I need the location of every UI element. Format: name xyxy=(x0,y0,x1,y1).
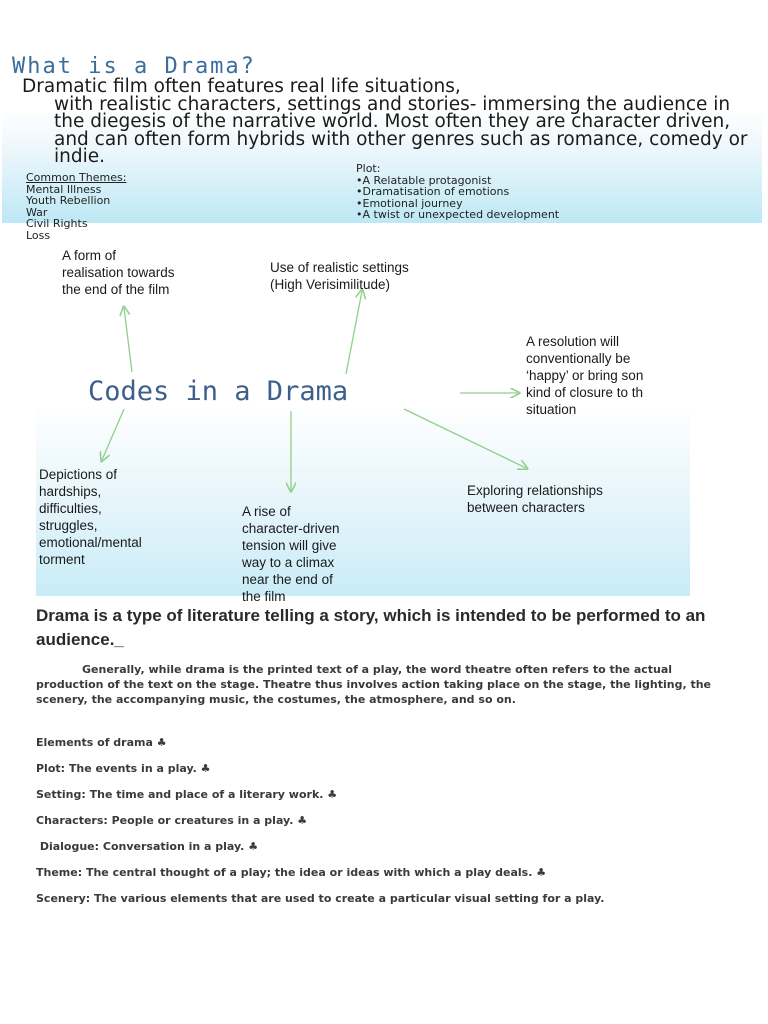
elements-heading: Elements of drama ♣ xyxy=(36,736,167,749)
plot-item: •Dramatisation of emotions xyxy=(356,185,510,198)
node-line: difficulties, xyxy=(39,501,102,516)
element-setting: Setting: The time and place of a literary work. ♣ xyxy=(36,788,338,801)
node-line: A resolution will xyxy=(526,334,620,349)
node-resolution xyxy=(526,333,643,418)
node-line: A form of xyxy=(62,248,117,263)
node-settings xyxy=(270,259,409,293)
node-line: the end of the film xyxy=(62,282,170,297)
node-line: the film xyxy=(242,589,286,604)
node-line: hardships, xyxy=(39,484,102,499)
theme-item: Loss xyxy=(26,228,51,242)
theme-item: Youth Rebellion xyxy=(26,194,111,207)
node-line: way to a climax xyxy=(242,555,335,570)
common-themes-list xyxy=(26,172,276,241)
theme-item: Civil Rights xyxy=(26,217,88,230)
node-line: Use of realistic settings xyxy=(270,260,409,275)
node-realisation xyxy=(62,247,175,298)
node-line: struggles, xyxy=(39,518,98,533)
arrow-to-hardships xyxy=(102,409,124,460)
element-dialogue: Dialogue: Conversation in a play. ♣ xyxy=(36,840,259,853)
node-line: character-driven xyxy=(242,521,340,536)
what-is-drama-slide xyxy=(2,50,762,242)
node-line: ‘happy’ or bring son xyxy=(526,368,644,383)
node-relationships xyxy=(467,482,603,516)
plot-heading: Plot: xyxy=(356,162,381,175)
node-line: A rise of xyxy=(242,504,291,519)
node-tension xyxy=(242,503,340,605)
slide-intro-paragraph xyxy=(22,78,762,166)
plot-item: •A twist or unexpected development xyxy=(356,208,560,221)
node-line: tension will give xyxy=(242,538,337,553)
node-line: torment xyxy=(39,552,85,567)
common-themes-heading: Common Themes: xyxy=(26,171,127,184)
drama-definition-paragraph: Generally, while drama is the printed text of a play, the word theatre often refers to the actual production of the text on the stage. Theatre thus involves action taking place on the stage, the lighting, the scenery, the accompanying music, the costumes, the atmosphere, and so on. xyxy=(36,663,712,706)
node-line: between characters xyxy=(467,500,585,515)
drama-definition-heading: Drama is a type of literature telling a story, which is intended to be performed to an audience._ xyxy=(36,606,706,649)
node-line: realisation towards xyxy=(62,265,175,280)
slide-intro-first-line: Dramatic film often features real life situations, xyxy=(22,76,461,97)
node-line: (High Verisimilitude) xyxy=(270,277,391,292)
node-line: emotional/mental xyxy=(39,535,142,550)
theme-item: Mental Illness xyxy=(26,182,102,196)
element-plot: Plot: The events in a play. ♣ xyxy=(36,762,211,775)
node-line: Exploring relationships xyxy=(467,483,603,498)
plot-item: •A Relatable protagonist xyxy=(356,173,492,187)
theme-item: War xyxy=(26,205,48,219)
plot-item: •Emotional journey xyxy=(356,196,463,210)
slide-intro-rest: with realistic characters, settings and stories- immersing the audience in the diegesis of the narrative world. Most often they are character driven, and can often form hybrids with other genres such as romance, comedy or indie. xyxy=(54,93,748,167)
arrow-to-settings xyxy=(346,291,362,374)
node-line: near the end of xyxy=(242,572,333,587)
arrow-to-relationships xyxy=(404,409,526,468)
codes-diagram-slide xyxy=(36,246,690,604)
node-line: Depictions of xyxy=(39,467,118,482)
node-hardships xyxy=(39,466,142,568)
node-line: kind of closure to th xyxy=(526,385,644,400)
node-line: conventionally be xyxy=(526,351,631,366)
slide-title: What is a Drama? xyxy=(12,54,256,79)
element-scenery: Scenery: The various elements that are used to create a particular visual setting for a play. xyxy=(36,892,605,905)
plot-list xyxy=(356,163,656,221)
arrow-to-realisation xyxy=(124,308,132,372)
element-characters: Characters: People or creatures in a play. ♣ xyxy=(36,814,308,827)
diagram-center-title: Codes in a Drama xyxy=(88,376,349,407)
node-line: situation xyxy=(526,402,577,417)
element-theme: Theme: The central thought of a play; the idea or ideas with which a play deals. ♣ xyxy=(36,866,547,879)
